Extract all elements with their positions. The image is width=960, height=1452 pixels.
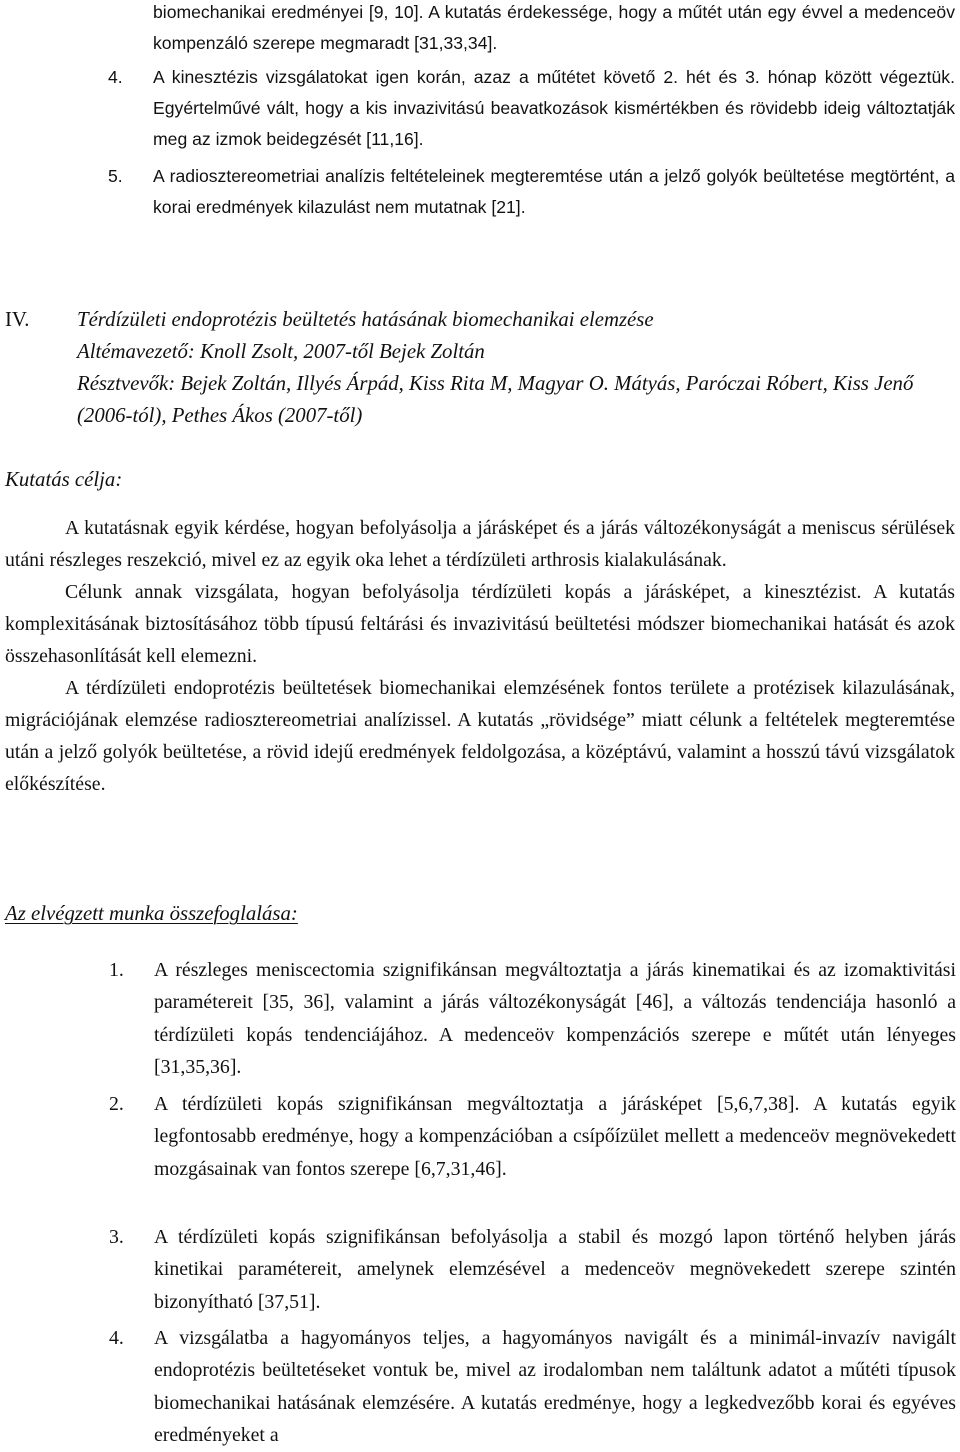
list-item: [108, 161, 958, 225]
list-item-text: biomechanikai eredményei [9, 10]. A kutatás érdekessége, hogy a műtét után egy évvel a medenceöv kompenzáló szerepe megmaradt [31,33,34].: [153, 2, 955, 54]
list-item-number: 1.: [109, 959, 124, 981]
list-item-text: A radiosztereometriai analízis feltételeinek megteremtése után a jelző golyók beültetése megtörtént, a korai eredmények kilazulást nem mutatnak [21].: [153, 166, 955, 218]
section-subleader: Altémavezető: Knoll Zsolt, 2007-től Bejek Zoltán: [77, 340, 485, 363]
list-item-text: A kinesztézis vizsgálatokat igen korán, azaz a műtétet követő 2. hét és 3. hónap között végeztük. Egyértelművé vált, hogy a kis invazivitású beavatkozások kismértékben és rövidebb ideig változtatják meg az izmok beidegzését [11,16].: [153, 67, 955, 150]
list-item: [108, 62, 958, 160]
list-item-number: 5.: [108, 166, 123, 186]
list-item: [108, 0, 958, 61]
list-item: [109, 1322, 959, 1452]
list-item-text: A térdízületi kopás szignifikánsan befolyásolja a stabil és mozgó lapon történő helyben járás kinetikai paramétereit, amelynek elemzésével a medenceöv megnövekedett szerepe szintén bizonyítható [37,51].: [154, 1226, 956, 1313]
list-item: [109, 1221, 959, 1321]
list-item-number: 2.: [109, 1093, 124, 1115]
paragraph: A térdízületi endoprotézis beültetések biomechanikai elemzésének fontos területe a protézisek kilazulásának, migrációjának elemzése radiosztereometriai analízissel. A kutatás „rövidsége” miatt célunk a feltételek megteremtése után a jelző golyók beültetése, a rövid idejű eredmények feldolgozása, a középtávú, valamint a hosszú távú vizsgálatok előkészítése.: [5, 677, 955, 795]
list-item-number: 3.: [109, 1226, 124, 1248]
list-item-text: A térdízületi kopás szignifikánsan megváltoztatja a járásképet [5,6,7,38]. A kutatás egyik legfontosabb eredménye, hogy a kompenzációban a csípőízület mellett a medenceöv megnövekedett mozgásainak van fontos szerepe [6,7,31,46].: [154, 1093, 956, 1180]
list-item: [109, 954, 959, 1086]
section-participants: Résztvevők: Bejek Zoltán, Illyés Árpád, Kiss Rita M, Magyar O. Mátyás, Paróczai Róbert, Kiss Jenő (2006-tól), Pethes Ákos (2007-től): [77, 372, 914, 427]
section-number: IV.: [5, 308, 30, 331]
list-item: [109, 1088, 959, 1220]
section-title: Térdízületi endoprotézis beültetés hatásának biomechanikai elemzése: [77, 308, 654, 331]
summary-heading: Az elvégzett munka összefoglalása:: [5, 902, 298, 925]
list-item-text: A vizsgálatba a hagyományos teljes, a hagyományos navigált és a minimál-invazív navigált endoprotézis beültetéseket vontuk be, mivel az irodalomban nem találtunk adatot a műtéti típusok biomechanikai hatásának elemzésére. A kutatás eredménye, hogy a legkedvezőbb korai és egyéves eredményeket a: [154, 1327, 956, 1447]
goal-text: [5, 512, 955, 800]
section-header: [77, 304, 927, 432]
list-item-text: A részleges meniscectomia szignifikánsan megváltoztatja a járás kinematikai és az izomaktivitási paramétereit [35, 36], valamint a járás változékonyságát [46], a változás tendenciája hasonló a térdízületi kopás tendenciájához. A medenceöv kompenzációs szerepe e műtét után lényeges [31,35,36].: [154, 959, 956, 1079]
paragraph: A kutatásnak egyik kérdése, hogyan befolyásolja a járásképet és a járás változékonyságát a meniscus sérülések utáni részleges reszekció, mivel ez az egyik oka lehet a térdízületi arthrosis kialakulásának.: [5, 517, 955, 571]
list-item-number: 4.: [108, 67, 123, 87]
paragraph: Célunk annak vizsgálata, hogyan befolyásolja térdízületi kopás a járásképet, a kinesztézist. A kutatás komplexitásának biztosításához több típusú feltárási és invazivitású beültetési módszer biomechanikai hatását és azok összehasonlítását kell elemezni.: [5, 581, 955, 667]
list-item-number: 4.: [109, 1327, 124, 1349]
goal-heading: Kutatás célja:: [5, 468, 123, 491]
